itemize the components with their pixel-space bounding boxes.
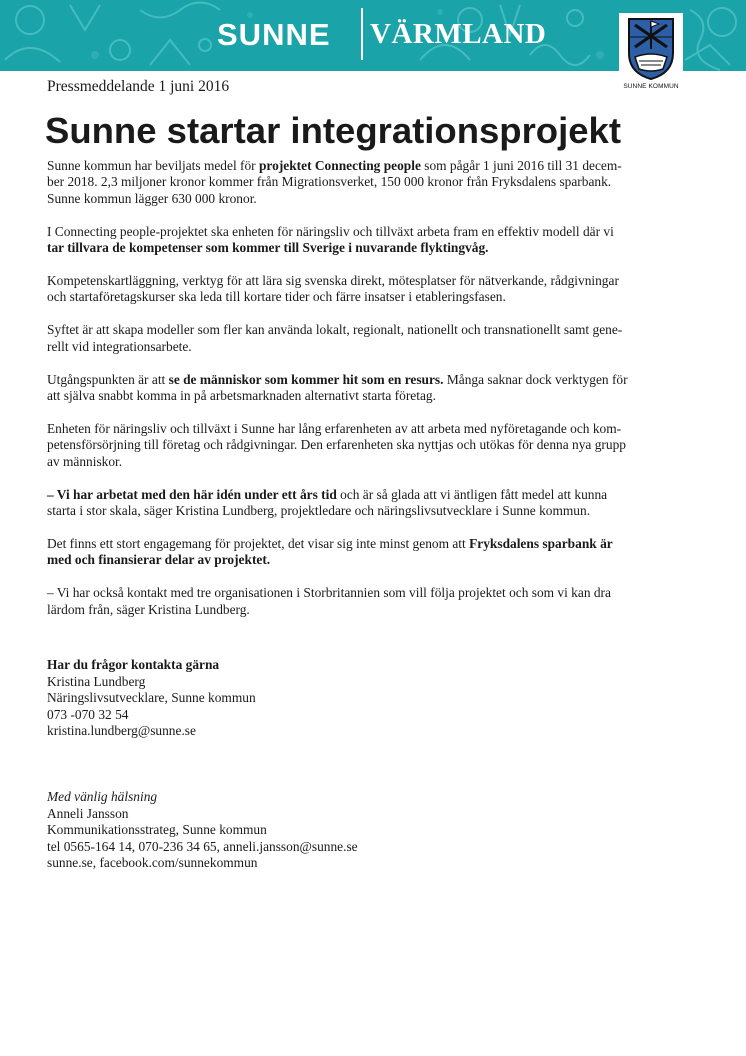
contact-block <box>47 657 647 740</box>
contact-name: Kristina Lundberg <box>47 673 146 689</box>
contact-phone: 073 -070 32 54 <box>47 706 129 722</box>
brand-sunne: SUNNE <box>217 17 331 52</box>
crest-shield-icon <box>619 13 683 83</box>
crest-caption: SUNNE KOMMUN <box>623 83 679 90</box>
signature-greeting: Med vänlig hälsning <box>47 789 158 804</box>
article-body <box>47 158 647 635</box>
contact-heading: Har du frågor kontakta gärna <box>47 657 220 672</box>
contact-email[interactable]: kristina.lundberg@sunne.se <box>47 723 196 738</box>
paragraph-2: I Connecting people-projektet ska enheten för näringsliv och tillväxt arbeta fram en effektiv modell där vi tar tillvara de kompetenser som kommer till Sverige i nuvarande flyktingvåg. <box>47 223 614 256</box>
signature-contact[interactable]: tel 0565-164 14, 070-236 34 65, anneli.jansson@sunne.se <box>47 838 358 854</box>
municipal-crest <box>619 13 683 95</box>
paragraph-7: – Vi har arbetat med den här idén under ett års tid och är så glada att vi äntligen fått medel att kunna starta i stor skala, säger Kristina Lundberg, projektledare och näringslivsutvecklare i Sunne kommun. <box>47 486 608 519</box>
paragraph-1: Sunne kommun har beviljats medel för projektet Connecting people som pågår 1 juni 2016 till 31 decem- ber 2018. 2,3 miljoner kronor kommer från Migrationsverket, 150 000 kronor från Fryksdalens sparbank. Sunne kommun lägger 630 000 kronor. <box>47 158 622 206</box>
contact-role: Näringslivsutvecklare, Sunne kommun <box>47 690 256 705</box>
brand-varmland: VÄRMLAND <box>370 18 547 50</box>
page-title: Sunne startar integrationsprojekt <box>45 110 621 151</box>
signature-web[interactable]: sunne.se, facebook.com/sunnekommun <box>47 855 258 870</box>
signature-role: Kommunikationsstrateg, Sunne kommun <box>47 822 267 837</box>
signature-name: Anneli Jansson <box>47 805 129 821</box>
paragraph-5: Utgångspunkten är att se de människor som kommer hit som en resurs. Många saknar dock verktygen för att själva snabbt komma in på arbetsmarknaden alternativt starta företag. <box>47 371 628 404</box>
paragraph-3: Kompetenskartläggning, verktyg för att lära sig svenska direkt, mötesplatser för nätverkande, rådgivningar och startaföretagskurser ska leda till kortare tider och färre insatser i etableringsfasen. <box>47 273 619 305</box>
paragraph-4: Syftet är att skapa modeller som fler kan använda lokalt, regionalt, nationellt och transnationellt samt gene- rellt vid integrationsarbete. <box>47 322 623 354</box>
paragraph-6: Enheten för näringsliv och tillväxt i Sunne har lång erfarenheten av att arbeta med nyföretagande och kom- petensförsörjning till företag och rådgivningar. Den erfarenheten ska nyttjas och utökas för denna nya grupp av människor. <box>47 420 626 469</box>
press-release-date: Pressmeddelande 1 juni 2016 <box>47 78 230 95</box>
brand-divider <box>361 8 363 60</box>
signature-block <box>47 789 647 872</box>
paragraph-9: – Vi har också kontakt med tre organisationen i Storbritannien som vill följa projektet och som vi kan dra lärdom från, säger Kristina Lundberg. <box>47 585 611 617</box>
paragraph-8: Det finns ett stort engagemang för projektet, det visar sig inte minst genom att Fryksdalens sparbank är med och finansierar delar av projektet. <box>47 536 613 568</box>
